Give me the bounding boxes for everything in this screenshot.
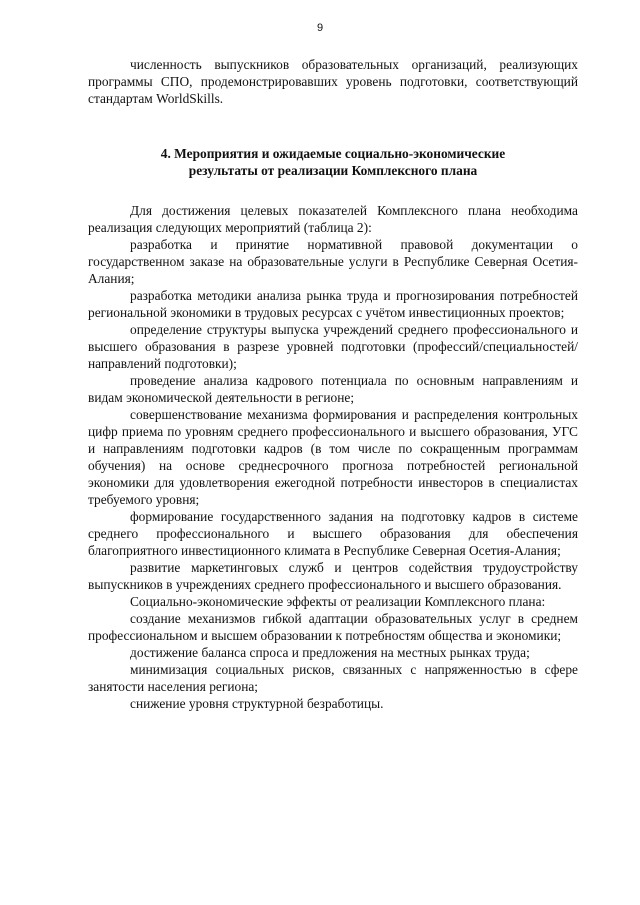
list-item-measure: формирование государственного задания на подготовку кадров в системе среднего профессионального и высшего образования для обеспечения благоприятного инвестиционного климата в Республике Северная Осетия-Алания; [88,509,578,558]
list-item-effect: снижение уровня структурной безработицы. [130,696,384,711]
list-item-measure: проведение анализа кадрового потенциала по основным направлениям и видам экономической деятельности в регионе; [88,373,578,405]
intro-paragraph: численность выпускников образовательных организаций, реализующих программы СПО, продемонстрировавших уровень подготовки, соответствующий стандартам WorldSkills. [88,57,578,106]
list-item-effect: минимизация социальных рисков, связанных с напряженностью в сфере занятости населения региона; [88,662,578,694]
paragraph-measures-intro: Для достижения целевых показателей Комплексного плана необходима реализация следующих мероприятий (таблица 2): [88,203,578,235]
paragraph-effects-intro: Социально-экономические эффекты от реализации Комплексного плана: [130,594,546,609]
document-body [88,56,578,712]
section-title-line-1: 4. Мероприятия и ожидаемые социально-экономические [160,146,506,161]
list-item-measure: определение структуры выпуска учреждений среднего профессионального и высшего образования в разрезе уровней подготовки (профессий/специальностей/направлений подготовки); [88,322,578,371]
list-item-measure: совершенствование механизма формирования и распределения контрольных цифр приема по уровням среднего профессионального и высшего образования, УГС и направлениям подготовки кадров (в том числе по сокращенным программам обучения) на основе среднесрочного прогноза потребностей региональной экономики для удовлетворения ежегодной потребности инвесторов в специалистах требуемого уровня; [88,407,578,507]
list-item-measure: развитие маркетинговых служб и центров содействия трудоустройству выпускников в учреждениях среднего профессионального и высшего образования. [88,560,578,592]
list-item-effect: создание механизмов гибкой адаптации образовательных услуг в среднем профессиональном и высшем образовании к потребностям общества и экономики; [88,611,578,643]
section-title [88,145,578,179]
page-number: 9 [316,22,324,34]
section-title-line-2: результаты от реализации Комплексного плана [188,163,478,178]
list-item-measure: разработка и принятие нормативной правовой документации о государственном заказе на образовательные услуги в Республике Северная Осетия-Алания; [88,237,578,286]
list-item-measure: разработка методики анализа рынка труда и прогнозирования потребностей региональной экономики в трудовых ресурсах с учётом инвестиционных проектов; [88,288,578,320]
list-item-effect: достижение баланса спроса и предложения на местных рынках труда; [130,645,530,660]
